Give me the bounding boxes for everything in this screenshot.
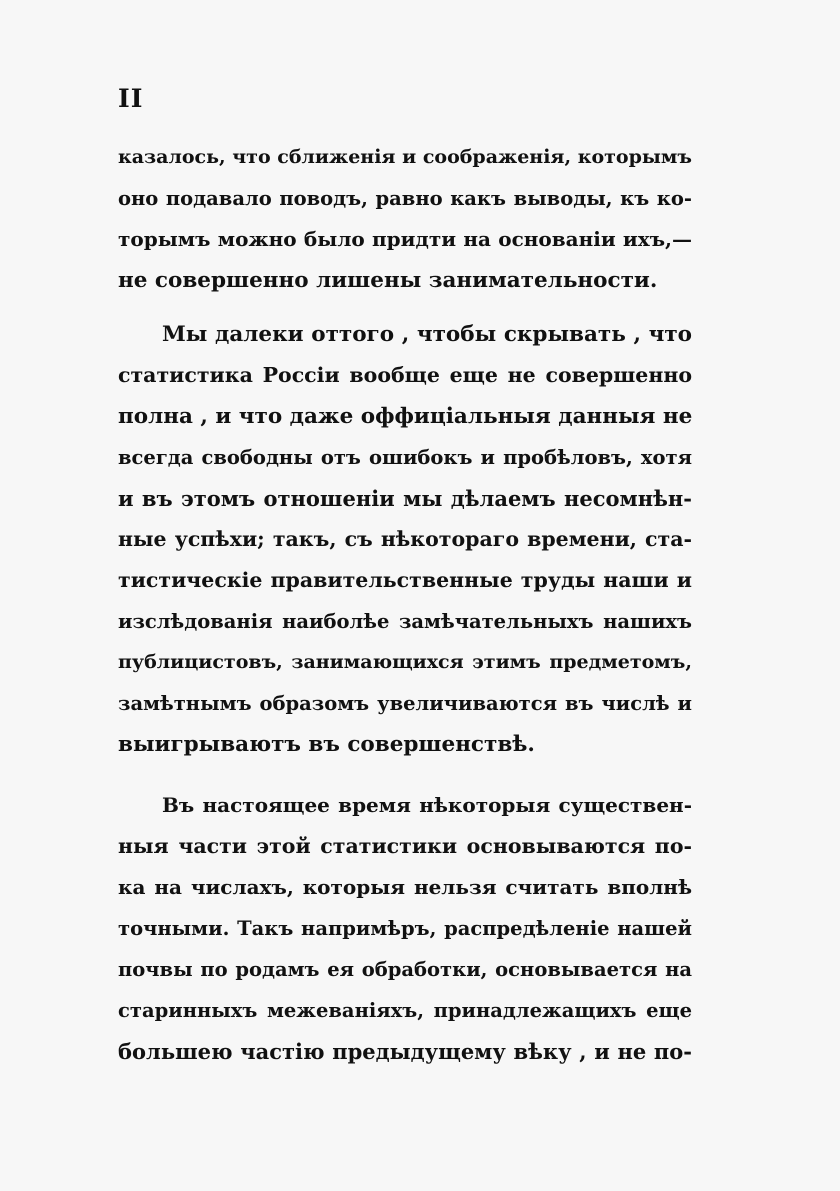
text-line: публицистовъ, занимающихся этимъ предметомъ, bbox=[118, 651, 692, 673]
paragraph-3 bbox=[118, 785, 692, 1072]
text-line: торымъ можно было придти на основаніи ихъ,— bbox=[118, 227, 692, 251]
text-line: выигрываютъ въ совершенствѣ. bbox=[118, 732, 535, 757]
text-line: статистика Россіи вообще еще не совершенно bbox=[118, 363, 692, 387]
text-line: почвы по родамъ ея обработки, основывается на bbox=[118, 958, 692, 981]
text-line: тистическіе правительственные труды наши и bbox=[118, 568, 692, 592]
text-line: всегда свободны отъ ошибокъ и пробѣловъ, хотя bbox=[118, 446, 692, 469]
paragraph-1 bbox=[118, 137, 692, 301]
text-line: и въ этомъ отношеніи мы дѣлаемъ несомнѣн- bbox=[118, 486, 692, 511]
text-line: казалось, что сближенія и соображенія, которымъ bbox=[118, 146, 692, 168]
page-number: II bbox=[118, 84, 144, 113]
text-line: не совершенно лишены занимательности. bbox=[118, 268, 658, 293]
text-line: точными. Такъ напримѣръ, распредѣленіе нашей bbox=[118, 917, 692, 940]
text-line: полна , и что даже оффиціальныя данныя не bbox=[118, 404, 693, 429]
text-line: старинныхъ межеваніяхъ, принадлежащихъ еще bbox=[118, 999, 692, 1022]
text-line: замѣтнымъ образомъ увеличиваются въ числѣ и bbox=[118, 692, 692, 715]
text-line: Въ настоящее время нѣкоторыя существен- bbox=[162, 793, 692, 817]
text-line: ка на числахъ, которыя нельзя считать вполнѣ bbox=[118, 875, 692, 899]
text-line: оно подавало поводъ, равно какъ выводы, къ ко- bbox=[118, 187, 692, 210]
text-line: ныя части этой статистики основываются по- bbox=[118, 834, 692, 858]
text-line: Мы далеки оттого , чтобы скрывать , что bbox=[162, 322, 692, 347]
paragraph-2 bbox=[118, 314, 692, 765]
text-line: изслѣдованія наиболѣе замѣчательныхъ нашихъ bbox=[118, 610, 692, 633]
text-line: ные успѣхи; такъ, съ нѣкотораго времени, ста- bbox=[118, 527, 692, 551]
text-line: большею частію предыдущему вѣку , и не по- bbox=[118, 1039, 692, 1064]
